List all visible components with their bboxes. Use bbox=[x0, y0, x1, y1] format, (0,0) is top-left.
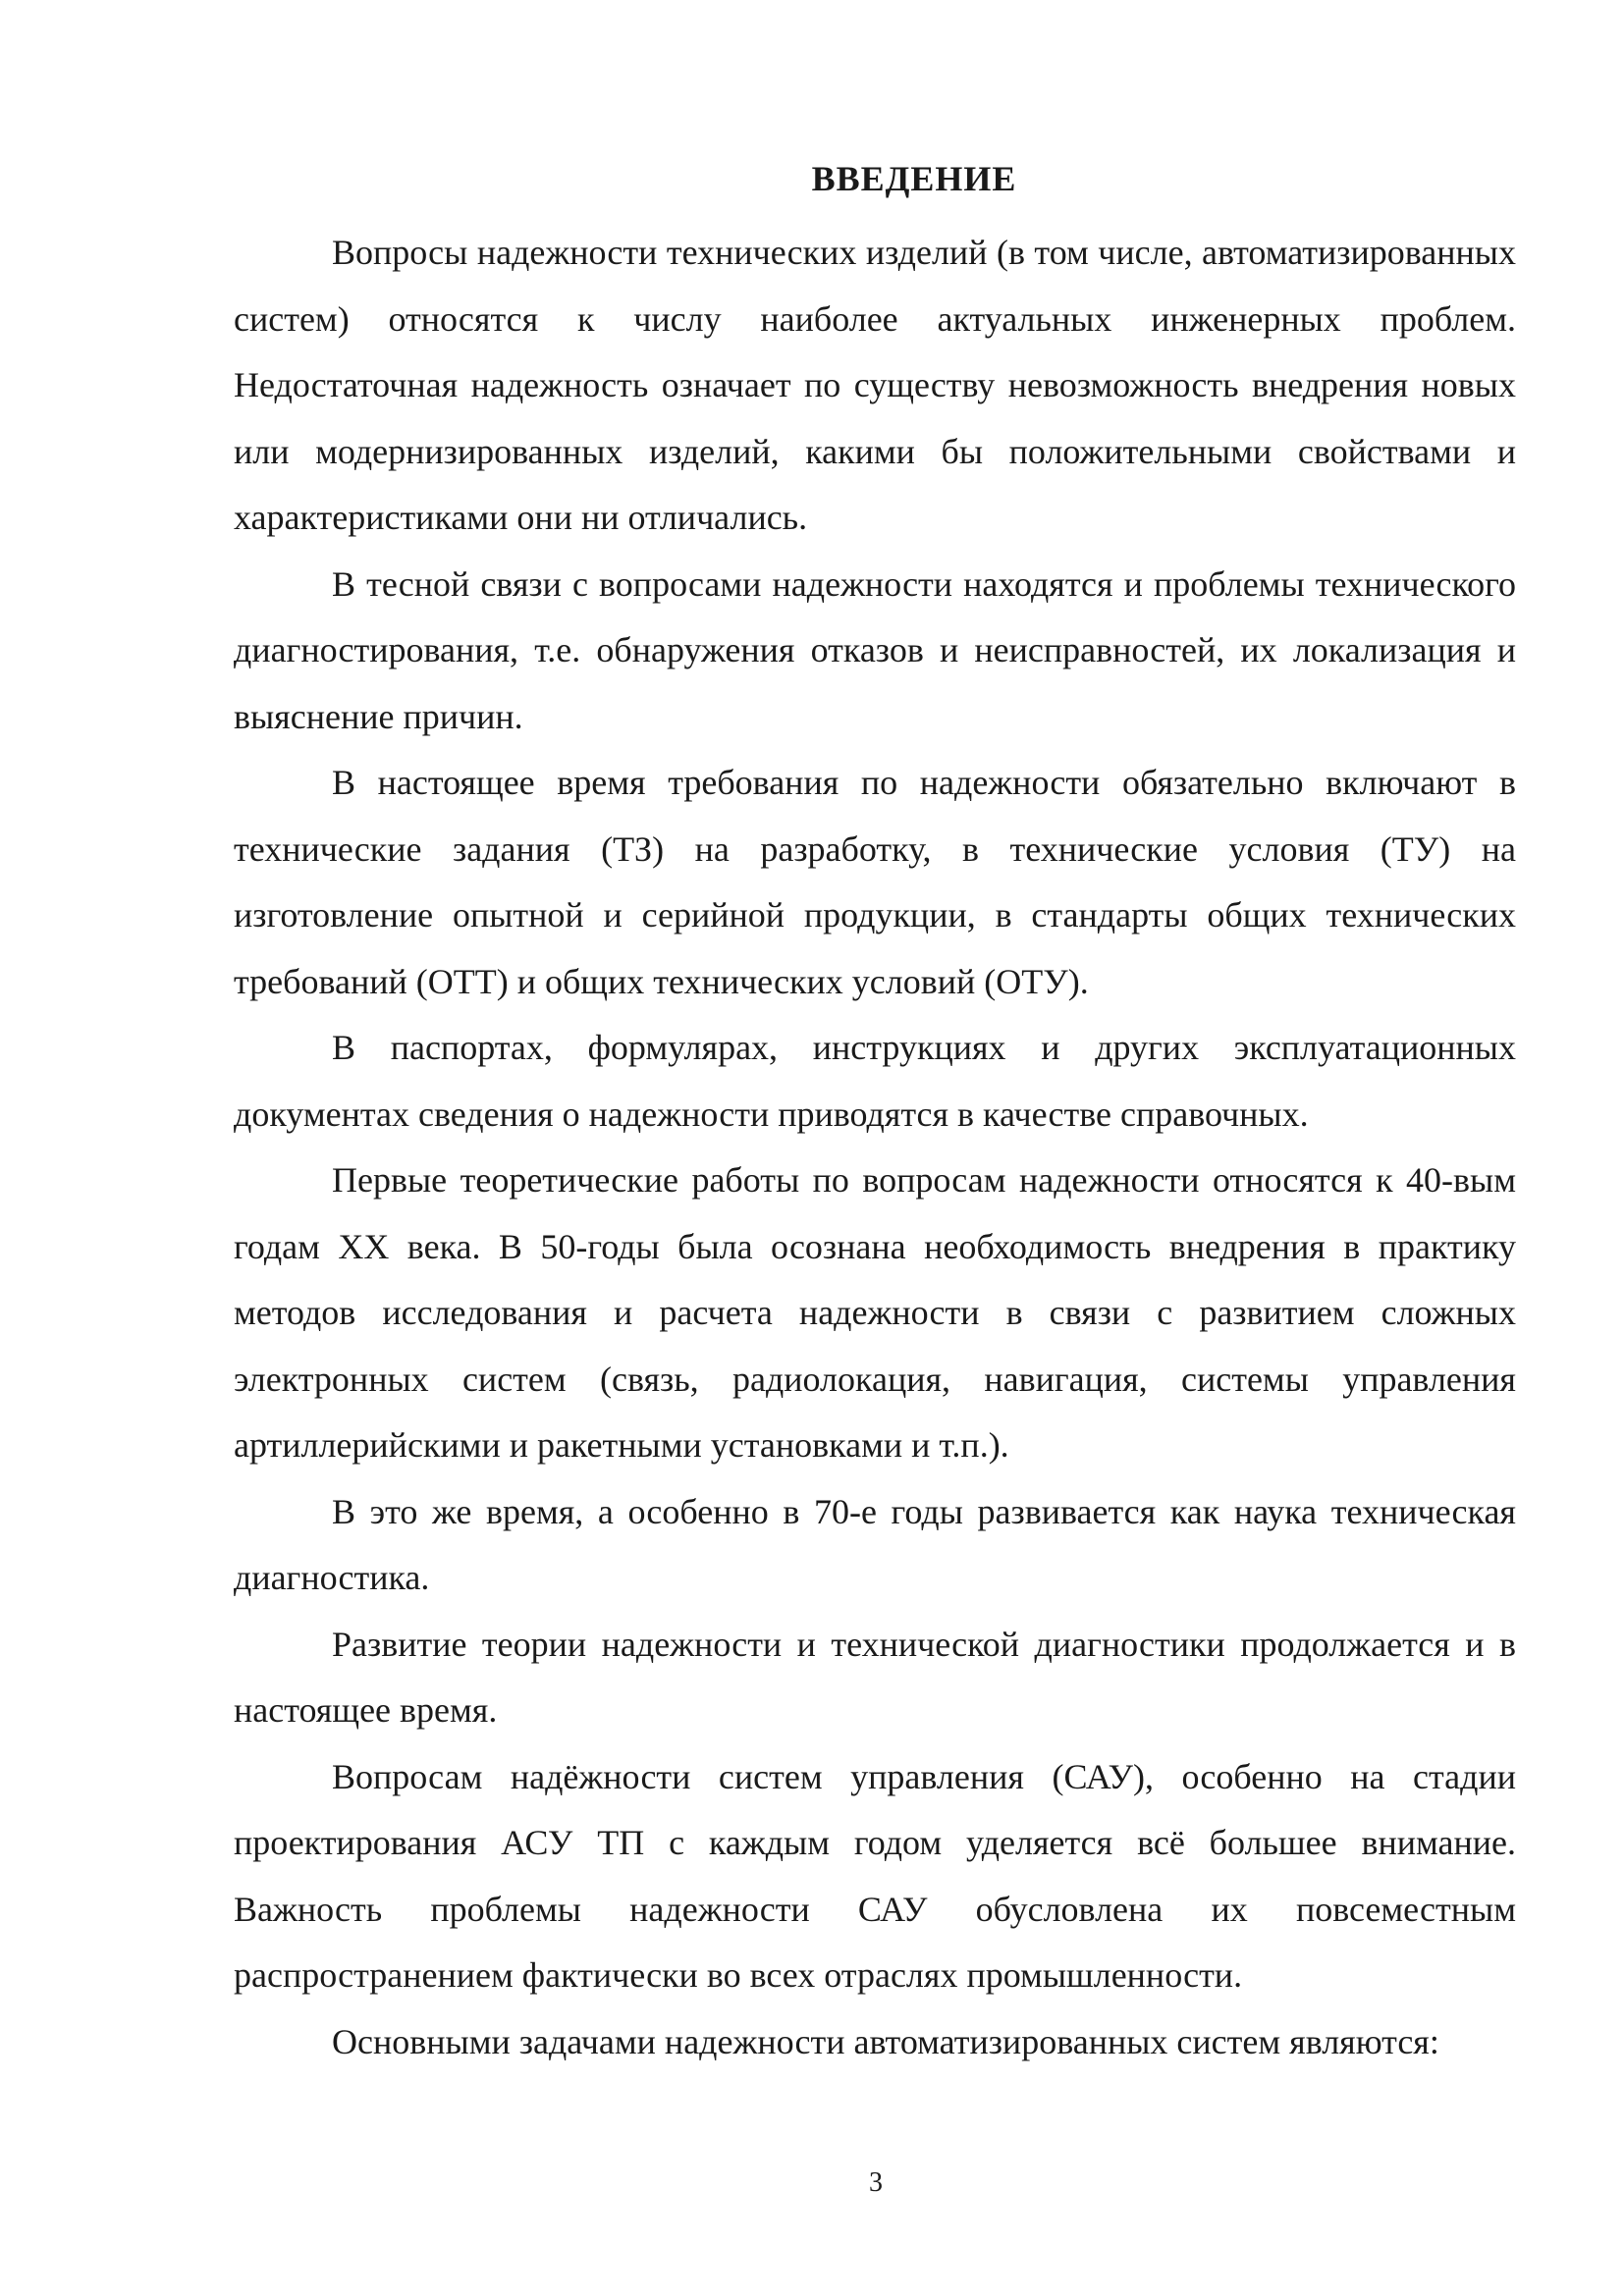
paragraph-main-tasks: Основными задачами надежности автоматизированных систем являются: bbox=[332, 2021, 1439, 2061]
paragraph-requirements: В настоящее время требования по надежности обязательно включают в технические задания (ТЗ) на разработку, в технические условия (ТУ) на изготовление опытной и серийной продукции, в стандарты общих технических требований (ОТТ) и общих технических условий (ОТУ). bbox=[234, 763, 1516, 1001]
paragraph-seventies: В это же время, а особенно в 70-е годы развивается как наука техническая диагностика. bbox=[234, 1491, 1516, 1597]
paragraph-sau-reliability: Вопросам надёжности систем управления (САУ), особенно на стадии проектирования АСУ ТП с каждым годом уделяется всё большее внимание. Важность проблемы надежности САУ обусловлена их повсеместным распространением фактически во всех отраслях промышленности. bbox=[234, 1756, 1516, 1995]
paragraph-history: Первые теоретические работы по вопросам надежности относятся к 40-вым годам XX века. В 50-годы была осознана необходимость внедрения в практику методов исследования и расчета надежности в связи с развитием сложных электронных систем (связь, радиолокация, навигация, системы управления артиллерийскими и ракетными установками и т.п.). bbox=[234, 1160, 1516, 1465]
paragraph-development: Развитие теории надежности и технической диагностики продолжается и в настоящее время. bbox=[234, 1624, 1516, 1730]
document-page bbox=[234, 147, 1516, 2075]
document-heading: ВВЕДЕНИЕ bbox=[811, 159, 1017, 198]
paragraph-passports: В паспортах, формулярах, инструкциях и других эксплуатационных документах сведения о надежности приводятся в качестве справочных. bbox=[234, 1028, 1516, 1134]
page-number: 3 bbox=[869, 2167, 883, 2198]
paragraph-reliability-issues: Вопросы надежности технических изделий (в том числе, автоматизированных систем) относятся к числу наиболее актуальных инженерных проблем. Недостаточная надежность означает по существу невозможность внедрения новых или модернизированных изделий, какими бы положительными свойствами и характеристиками они ни отличались. bbox=[234, 233, 1516, 537]
paragraph-technical-diagnostics: В тесной связи с вопросами надежности находятся и проблемы технического диагностирования, т.е. обнаружения отказов и неисправностей, их локализация и выяснение причин. bbox=[234, 563, 1516, 736]
